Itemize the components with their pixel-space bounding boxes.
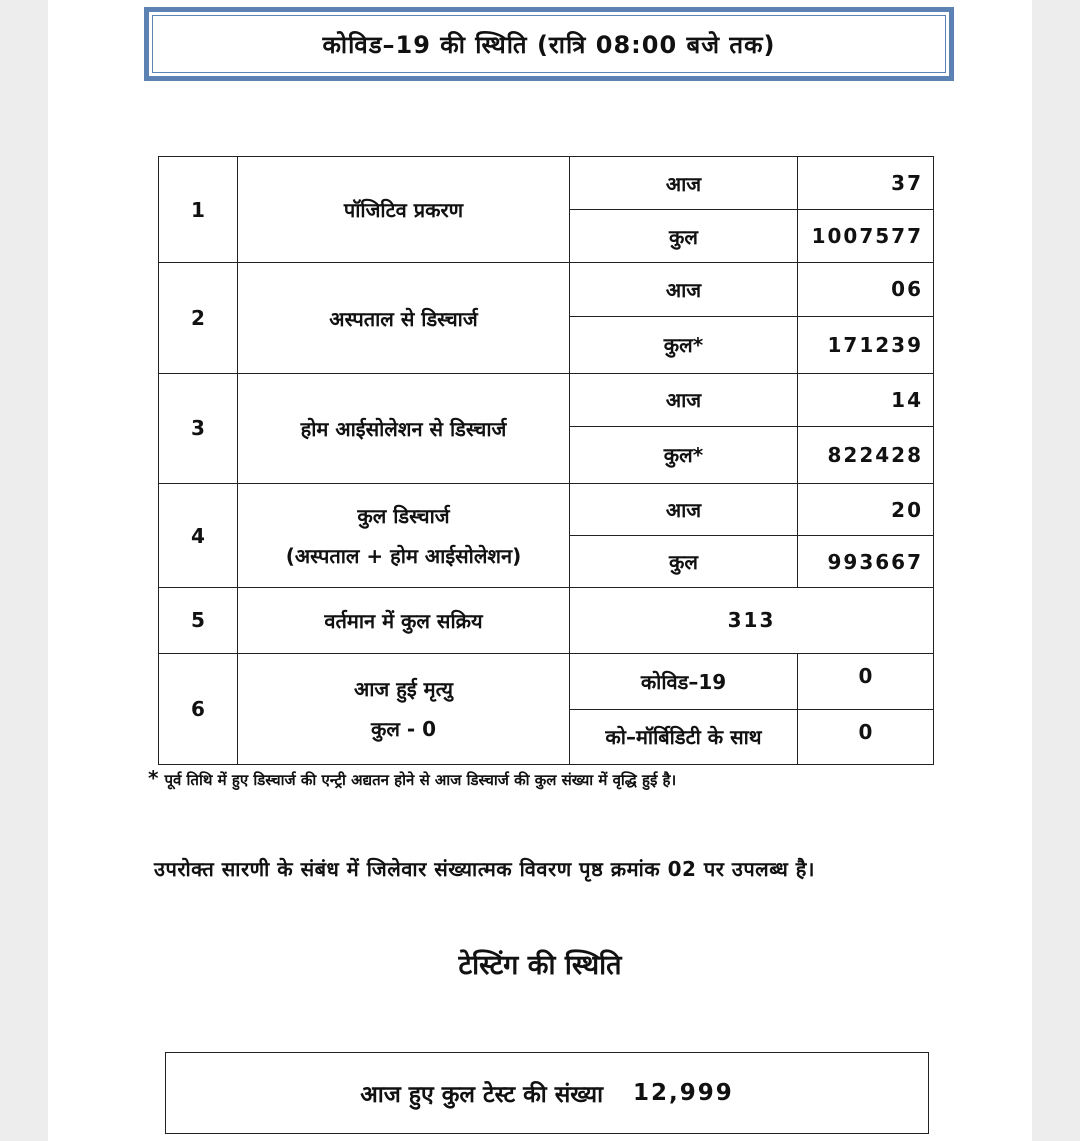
row-label-line2: कुल - 0 [370,716,437,741]
total-value: 993667 [798,536,934,588]
row-label: अस्पताल से डिस्चार्ज [238,263,570,373]
total-value: 822428 [798,426,934,483]
testing-value: 12,999 [633,1080,734,1106]
row-label-line2: (अस्पताल + होम आईसोलेशन) [285,543,522,568]
total-label: कुल [570,210,798,263]
today-label: आज [570,484,798,536]
comorbidity-death-label: को–मॉर्बिडिटी के साथ [570,709,798,764]
row-number: 4 [159,484,238,588]
page-title: कोविड–19 की स्थिति (रात्रि 08:00 बजे तक) [152,15,946,73]
covid-status-table [158,156,934,765]
table-row [159,484,934,536]
row-label: होम आईसोलेशन से डिस्चार्ज [238,373,570,483]
comorbidity-death-value: 0 [798,709,934,764]
table-row [159,373,934,426]
total-value: 1007577 [798,210,934,263]
today-label: आज [570,263,798,316]
total-label: कुल* [570,316,798,373]
active-value: 313 [570,588,934,653]
row-label [238,653,570,764]
table-row [159,588,934,653]
footnote-star: * [148,766,159,790]
covid-death-value: 0 [798,653,934,709]
district-note: उपरोक्त सारणी के संबंध में जिलेवार संख्यात्मक विवरण पृष्ठ क्रमांक 02 पर उपलब्ध है। [154,857,815,881]
total-value: 171239 [798,316,934,373]
today-value: 06 [798,263,934,316]
today-label: आज [570,373,798,426]
today-value: 14 [798,373,934,426]
row-number: 3 [159,373,238,483]
testing-box [165,1052,929,1134]
covid-death-label: कोविड–19 [570,653,798,709]
footnote [148,766,676,790]
table-row [159,653,934,709]
row-label [238,484,570,588]
row-label: वर्तमान में कुल सक्रिय [238,588,570,653]
footnote-text: पूर्व तिथि में हुए डिस्चार्ज की एन्ट्री अद्यतन होने से आज डिस्चार्ज की कुल संख्या में वृद्धि हुई है। [164,771,677,789]
testing-section-title: टेस्टिंग की स्थिति [458,950,622,981]
document-page [48,0,1032,1141]
today-value: 37 [798,157,934,210]
title-box [144,7,954,81]
row-number: 5 [159,588,238,653]
table-row [159,263,934,316]
today-value: 20 [798,484,934,536]
row-number: 1 [159,157,238,263]
table-row [159,157,934,210]
row-number: 2 [159,263,238,373]
row-label: पॉजिटिव प्रकरण [238,157,570,263]
row-label-line1: आज हुई मृत्यु [353,676,453,701]
total-label: कुल [570,536,798,588]
testing-label: आज हुए कुल टेस्ट की संख्या [360,1082,604,1108]
row-label-line1: कुल डिस्चार्ज [357,503,450,528]
row-number: 6 [159,653,238,764]
today-label: आज [570,157,798,210]
total-label: कुल* [570,426,798,483]
